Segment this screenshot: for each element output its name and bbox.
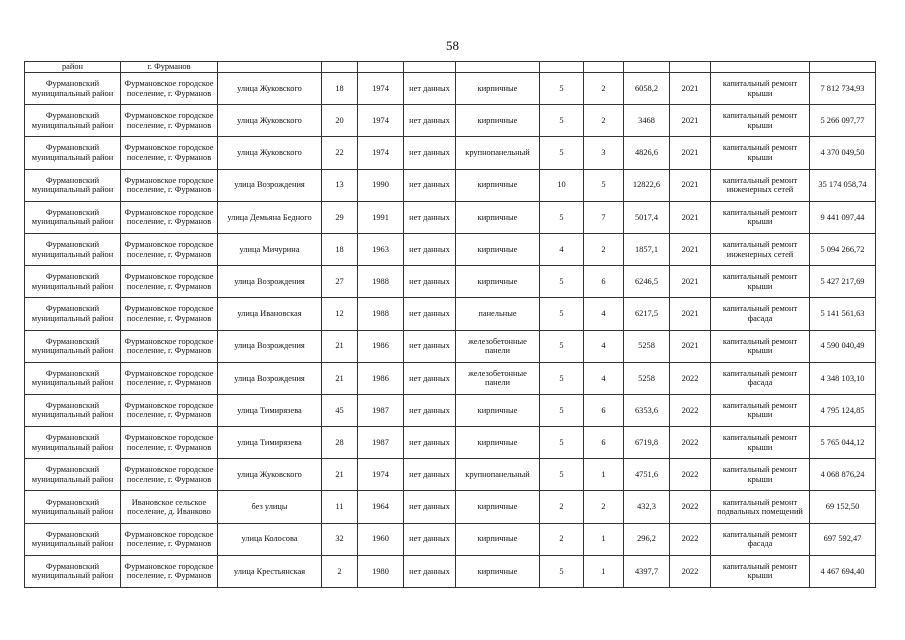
area-cell: 5258 bbox=[624, 330, 670, 362]
floors-count-cell: 5 bbox=[540, 394, 584, 426]
work-type-cell: капитальный ремонт подвальных помещений bbox=[711, 491, 810, 523]
wall-material-cell: крупнопанельный bbox=[456, 137, 540, 169]
settlement-cell: Фурмановское городское поселение, г. Фурманов bbox=[121, 427, 218, 459]
cost-cell: 4 590 040,49 bbox=[810, 330, 876, 362]
cost-cell: 5 427 217,69 bbox=[810, 266, 876, 298]
floor-data-cell: нет данных bbox=[404, 330, 456, 362]
house-number-cell: 18 bbox=[322, 73, 358, 105]
settlement-cell: Фурмановское городское поселение, г. Фурманов bbox=[121, 169, 218, 201]
cost-cell: 697 592,47 bbox=[810, 523, 876, 555]
floors-count-cell: 5 bbox=[540, 73, 584, 105]
entrances-count-cell: 1 bbox=[584, 459, 624, 491]
entrances-count-cell: 2 bbox=[584, 233, 624, 265]
floors-count-cell: 5 bbox=[540, 298, 584, 330]
plan-year-cell: 2021 bbox=[670, 169, 711, 201]
plan-year-cell: 2022 bbox=[670, 427, 711, 459]
table-row bbox=[25, 491, 876, 523]
floors-count-cell: 5 bbox=[540, 266, 584, 298]
floor-data-cell: нет данных bbox=[404, 298, 456, 330]
header-cell bbox=[670, 62, 711, 73]
district-cell: Фурмановский муниципальный район bbox=[25, 73, 121, 105]
house-number-cell: 21 bbox=[322, 362, 358, 394]
street-cell: без улицы bbox=[218, 491, 322, 523]
cost-cell: 4 348 103,10 bbox=[810, 362, 876, 394]
district-cell: Фурмановский муниципальный район bbox=[25, 137, 121, 169]
area-cell: 5017,4 bbox=[624, 201, 670, 233]
entrances-count-cell: 6 bbox=[584, 394, 624, 426]
cost-cell: 7 812 734,93 bbox=[810, 73, 876, 105]
floor-data-cell: нет данных bbox=[404, 555, 456, 587]
area-cell: 6719,8 bbox=[624, 427, 670, 459]
area-cell: 1857,1 bbox=[624, 233, 670, 265]
cost-cell: 4 795 124,85 bbox=[810, 394, 876, 426]
settlement-cell: Фурмановское городское поселение, г. Фурманов bbox=[121, 523, 218, 555]
cost-cell: 9 441 097,44 bbox=[810, 201, 876, 233]
floor-data-cell: нет данных bbox=[404, 491, 456, 523]
house-number-cell: 28 bbox=[322, 427, 358, 459]
house-number-cell: 27 bbox=[322, 266, 358, 298]
street-cell: улица Ивановская bbox=[218, 298, 322, 330]
street-cell: улица Возрождения bbox=[218, 330, 322, 362]
floors-count-cell: 5 bbox=[540, 201, 584, 233]
district-cell: Фурмановский муниципальный район bbox=[25, 330, 121, 362]
wall-material-cell: кирпичные bbox=[456, 523, 540, 555]
wall-material-cell: кирпичные bbox=[456, 555, 540, 587]
street-cell: улица Мичурина bbox=[218, 233, 322, 265]
table-row bbox=[25, 73, 876, 105]
house-number-cell: 11 bbox=[322, 491, 358, 523]
floors-count-cell: 5 bbox=[540, 362, 584, 394]
floor-data-cell: нет данных bbox=[404, 169, 456, 201]
district-cell: Фурмановский муниципальный район bbox=[25, 459, 121, 491]
build-year-cell: 1980 bbox=[358, 555, 404, 587]
area-cell: 296,2 bbox=[624, 523, 670, 555]
floors-count-cell: 2 bbox=[540, 491, 584, 523]
table-row bbox=[25, 298, 876, 330]
work-type-cell: капитальный ремонт фасада bbox=[711, 523, 810, 555]
plan-year-cell: 2021 bbox=[670, 233, 711, 265]
build-year-cell: 1974 bbox=[358, 137, 404, 169]
house-number-cell: 29 bbox=[322, 201, 358, 233]
wall-material-cell: железобетонные панели bbox=[456, 330, 540, 362]
table-row bbox=[25, 459, 876, 491]
table-row bbox=[25, 137, 876, 169]
area-cell: 5258 bbox=[624, 362, 670, 394]
area-cell: 4751,6 bbox=[624, 459, 670, 491]
entrances-count-cell: 1 bbox=[584, 555, 624, 587]
table-row bbox=[25, 394, 876, 426]
build-year-cell: 1988 bbox=[358, 266, 404, 298]
build-year-cell: 1991 bbox=[358, 201, 404, 233]
house-number-cell: 22 bbox=[322, 137, 358, 169]
plan-year-cell: 2021 bbox=[670, 105, 711, 137]
header-cell: г. Фурманов bbox=[121, 62, 218, 73]
build-year-cell: 1974 bbox=[358, 73, 404, 105]
work-type-cell: капитальный ремонт фасада bbox=[711, 362, 810, 394]
settlement-cell: Фурмановское городское поселение, г. Фурманов bbox=[121, 266, 218, 298]
entrances-count-cell: 4 bbox=[584, 298, 624, 330]
wall-material-cell: крупнопанельный bbox=[456, 459, 540, 491]
table-row bbox=[25, 555, 876, 587]
street-cell: улица Возрождения bbox=[218, 266, 322, 298]
floor-data-cell: нет данных bbox=[404, 233, 456, 265]
street-cell: улица Жуковского bbox=[218, 105, 322, 137]
wall-material-cell: кирпичные bbox=[456, 105, 540, 137]
plan-year-cell: 2022 bbox=[670, 555, 711, 587]
entrances-count-cell: 2 bbox=[584, 105, 624, 137]
area-cell: 4826,6 bbox=[624, 137, 670, 169]
house-number-cell: 21 bbox=[322, 459, 358, 491]
floor-data-cell: нет данных bbox=[404, 459, 456, 491]
district-cell: Фурмановский муниципальный район bbox=[25, 169, 121, 201]
table-row bbox=[25, 362, 876, 394]
cost-cell: 5 094 266,72 bbox=[810, 233, 876, 265]
wall-material-cell: кирпичные bbox=[456, 394, 540, 426]
header-cell bbox=[322, 62, 358, 73]
work-type-cell: капитальный ремонт крыши bbox=[711, 266, 810, 298]
settlement-cell: Фурмановское городское поселение, г. Фурманов bbox=[121, 330, 218, 362]
house-number-cell: 12 bbox=[322, 298, 358, 330]
area-cell: 12822,6 bbox=[624, 169, 670, 201]
district-cell: Фурмановский муниципальный район bbox=[25, 266, 121, 298]
build-year-cell: 1974 bbox=[358, 459, 404, 491]
housing-registry-table bbox=[24, 61, 876, 588]
entrances-count-cell: 3 bbox=[584, 137, 624, 169]
cost-cell: 69 152,50 bbox=[810, 491, 876, 523]
area-cell: 6217,5 bbox=[624, 298, 670, 330]
floor-data-cell: нет данных bbox=[404, 201, 456, 233]
plan-year-cell: 2022 bbox=[670, 459, 711, 491]
settlement-cell: Фурмановское городское поселение, г. Фурманов bbox=[121, 201, 218, 233]
wall-material-cell: железобетонные панели bbox=[456, 362, 540, 394]
floors-count-cell: 5 bbox=[540, 427, 584, 459]
area-cell: 6246,5 bbox=[624, 266, 670, 298]
cost-cell: 4 068 876,24 bbox=[810, 459, 876, 491]
house-number-cell: 21 bbox=[322, 330, 358, 362]
table-row bbox=[25, 427, 876, 459]
entrances-count-cell: 4 bbox=[584, 330, 624, 362]
wall-material-cell: кирпичные bbox=[456, 73, 540, 105]
district-cell: Фурмановский муниципальный район bbox=[25, 298, 121, 330]
header-cell bbox=[810, 62, 876, 73]
entrances-count-cell: 2 bbox=[584, 73, 624, 105]
header-cell bbox=[456, 62, 540, 73]
street-cell: улица Возрождения bbox=[218, 362, 322, 394]
header-cell bbox=[540, 62, 584, 73]
settlement-cell: Фурмановское городское поселение, г. Фурманов bbox=[121, 105, 218, 137]
plan-year-cell: 2021 bbox=[670, 201, 711, 233]
table-row bbox=[25, 523, 876, 555]
floor-data-cell: нет данных bbox=[404, 137, 456, 169]
district-cell: Фурмановский муниципальный район bbox=[25, 394, 121, 426]
header-cell bbox=[584, 62, 624, 73]
house-number-cell: 2 bbox=[322, 555, 358, 587]
street-cell: улица Демьяна Бедного bbox=[218, 201, 322, 233]
street-cell: улица Тимирязева bbox=[218, 427, 322, 459]
plan-year-cell: 2022 bbox=[670, 362, 711, 394]
build-year-cell: 1988 bbox=[358, 298, 404, 330]
plan-year-cell: 2021 bbox=[670, 330, 711, 362]
work-type-cell: капитальный ремонт инженерных сетей bbox=[711, 169, 810, 201]
build-year-cell: 1964 bbox=[358, 491, 404, 523]
floor-data-cell: нет данных bbox=[404, 362, 456, 394]
street-cell: улица Крестьянская bbox=[218, 555, 322, 587]
cost-cell: 35 174 058,74 bbox=[810, 169, 876, 201]
work-type-cell: капитальный ремонт крыши bbox=[711, 330, 810, 362]
build-year-cell: 1990 bbox=[358, 169, 404, 201]
cost-cell: 5 141 561,63 bbox=[810, 298, 876, 330]
work-type-cell: капитальный ремонт крыши bbox=[711, 73, 810, 105]
house-number-cell: 13 bbox=[322, 169, 358, 201]
work-type-cell: капитальный ремонт крыши bbox=[711, 555, 810, 587]
entrances-count-cell: 5 bbox=[584, 169, 624, 201]
floors-count-cell: 5 bbox=[540, 137, 584, 169]
floor-data-cell: нет данных bbox=[404, 266, 456, 298]
floors-count-cell: 10 bbox=[540, 169, 584, 201]
cost-cell: 4 467 694,40 bbox=[810, 555, 876, 587]
cost-cell: 5 765 044,12 bbox=[810, 427, 876, 459]
floor-data-cell: нет данных bbox=[404, 105, 456, 137]
floor-data-cell: нет данных bbox=[404, 427, 456, 459]
wall-material-cell: кирпичные bbox=[456, 201, 540, 233]
street-cell: улица Жуковского bbox=[218, 73, 322, 105]
table-row bbox=[25, 233, 876, 265]
district-cell: Фурмановский муниципальный район bbox=[25, 427, 121, 459]
settlement-cell: Фурмановское городское поселение, г. Фурманов bbox=[121, 362, 218, 394]
build-year-cell: 1987 bbox=[358, 427, 404, 459]
floors-count-cell: 5 bbox=[540, 330, 584, 362]
continued-header-row bbox=[25, 62, 876, 73]
street-cell: улица Возрождения bbox=[218, 169, 322, 201]
cost-cell: 4 370 049,50 bbox=[810, 137, 876, 169]
floors-count-cell: 4 bbox=[540, 233, 584, 265]
floor-data-cell: нет данных bbox=[404, 73, 456, 105]
work-type-cell: капитальный ремонт крыши bbox=[711, 459, 810, 491]
plan-year-cell: 2021 bbox=[670, 73, 711, 105]
floor-data-cell: нет данных bbox=[404, 523, 456, 555]
house-number-cell: 32 bbox=[322, 523, 358, 555]
entrances-count-cell: 7 bbox=[584, 201, 624, 233]
table-row bbox=[25, 169, 876, 201]
plan-year-cell: 2022 bbox=[670, 491, 711, 523]
house-number-cell: 45 bbox=[322, 394, 358, 426]
table-row bbox=[25, 330, 876, 362]
floors-count-cell: 2 bbox=[540, 523, 584, 555]
settlement-cell: Фурмановское городское поселение, г. Фурманов bbox=[121, 233, 218, 265]
floors-count-cell: 5 bbox=[540, 555, 584, 587]
build-year-cell: 1963 bbox=[358, 233, 404, 265]
wall-material-cell: кирпичные bbox=[456, 491, 540, 523]
district-cell: Фурмановский муниципальный район bbox=[25, 105, 121, 137]
work-type-cell: капитальный ремонт крыши bbox=[711, 201, 810, 233]
street-cell: улица Жуковского bbox=[218, 459, 322, 491]
entrances-count-cell: 6 bbox=[584, 266, 624, 298]
settlement-cell: Фурмановское городское поселение, г. Фурманов bbox=[121, 298, 218, 330]
work-type-cell: капитальный ремонт крыши bbox=[711, 137, 810, 169]
cost-cell: 5 266 097,77 bbox=[810, 105, 876, 137]
header-cell bbox=[358, 62, 404, 73]
wall-material-cell: кирпичные bbox=[456, 233, 540, 265]
build-year-cell: 1986 bbox=[358, 362, 404, 394]
floors-count-cell: 5 bbox=[540, 459, 584, 491]
wall-material-cell: кирпичные bbox=[456, 266, 540, 298]
entrances-count-cell: 6 bbox=[584, 427, 624, 459]
district-cell: Фурмановский муниципальный район bbox=[25, 201, 121, 233]
area-cell: 4397,7 bbox=[624, 555, 670, 587]
area-cell: 6353,6 bbox=[624, 394, 670, 426]
table-row bbox=[25, 266, 876, 298]
plan-year-cell: 2021 bbox=[670, 137, 711, 169]
floor-data-cell: нет данных bbox=[404, 394, 456, 426]
build-year-cell: 1974 bbox=[358, 105, 404, 137]
wall-material-cell: кирпичные bbox=[456, 169, 540, 201]
entrances-count-cell: 4 bbox=[584, 362, 624, 394]
street-cell: улица Тимирязева bbox=[218, 394, 322, 426]
district-cell: Фурмановский муниципальный район bbox=[25, 362, 121, 394]
plan-year-cell: 2022 bbox=[670, 523, 711, 555]
area-cell: 432,3 bbox=[624, 491, 670, 523]
settlement-cell: Фурмановское городское поселение, г. Фурманов bbox=[121, 459, 218, 491]
header-cell bbox=[218, 62, 322, 73]
district-cell: Фурмановский муниципальный район bbox=[25, 233, 121, 265]
work-type-cell: капитальный ремонт крыши bbox=[711, 427, 810, 459]
work-type-cell: капитальный ремонт крыши bbox=[711, 394, 810, 426]
entrances-count-cell: 2 bbox=[584, 491, 624, 523]
settlement-cell: Фурмановское городское поселение, г. Фурманов bbox=[121, 73, 218, 105]
work-type-cell: капитальный ремонт фасада bbox=[711, 298, 810, 330]
table-row bbox=[25, 201, 876, 233]
floors-count-cell: 5 bbox=[540, 105, 584, 137]
settlement-cell: Фурмановское городское поселение, г. Фурманов bbox=[121, 394, 218, 426]
table-body bbox=[25, 62, 876, 588]
header-cell: район bbox=[25, 62, 121, 73]
area-cell: 6058,2 bbox=[624, 73, 670, 105]
entrances-count-cell: 1 bbox=[584, 523, 624, 555]
build-year-cell: 1960 bbox=[358, 523, 404, 555]
district-cell: Фурмановский муниципальный район bbox=[25, 555, 121, 587]
wall-material-cell: панельные bbox=[456, 298, 540, 330]
plan-year-cell: 2022 bbox=[670, 394, 711, 426]
table-row bbox=[25, 105, 876, 137]
settlement-cell: Фурмановское городское поселение, г. Фурманов bbox=[121, 555, 218, 587]
settlement-cell: Фурмановское городское поселение, г. Фурманов bbox=[121, 137, 218, 169]
house-number-cell: 20 bbox=[322, 105, 358, 137]
house-number-cell: 18 bbox=[322, 233, 358, 265]
settlement-cell: Ивановское сельское поселение, д. Иванково bbox=[121, 491, 218, 523]
plan-year-cell: 2021 bbox=[670, 298, 711, 330]
area-cell: 3468 bbox=[624, 105, 670, 137]
work-type-cell: капитальный ремонт инженерных сетей bbox=[711, 233, 810, 265]
build-year-cell: 1987 bbox=[358, 394, 404, 426]
header-cell bbox=[624, 62, 670, 73]
work-type-cell: капитальный ремонт крыши bbox=[711, 105, 810, 137]
street-cell: улица Жуковского bbox=[218, 137, 322, 169]
street-cell: улица Колосова bbox=[218, 523, 322, 555]
plan-year-cell: 2021 bbox=[670, 266, 711, 298]
district-cell: Фурмановский муниципальный район bbox=[25, 523, 121, 555]
page-number: 58 bbox=[446, 38, 459, 53]
district-cell: Фурмановский муниципальный район bbox=[25, 491, 121, 523]
header-cell bbox=[711, 62, 810, 73]
header-cell bbox=[404, 62, 456, 73]
wall-material-cell: кирпичные bbox=[456, 427, 540, 459]
build-year-cell: 1986 bbox=[358, 330, 404, 362]
